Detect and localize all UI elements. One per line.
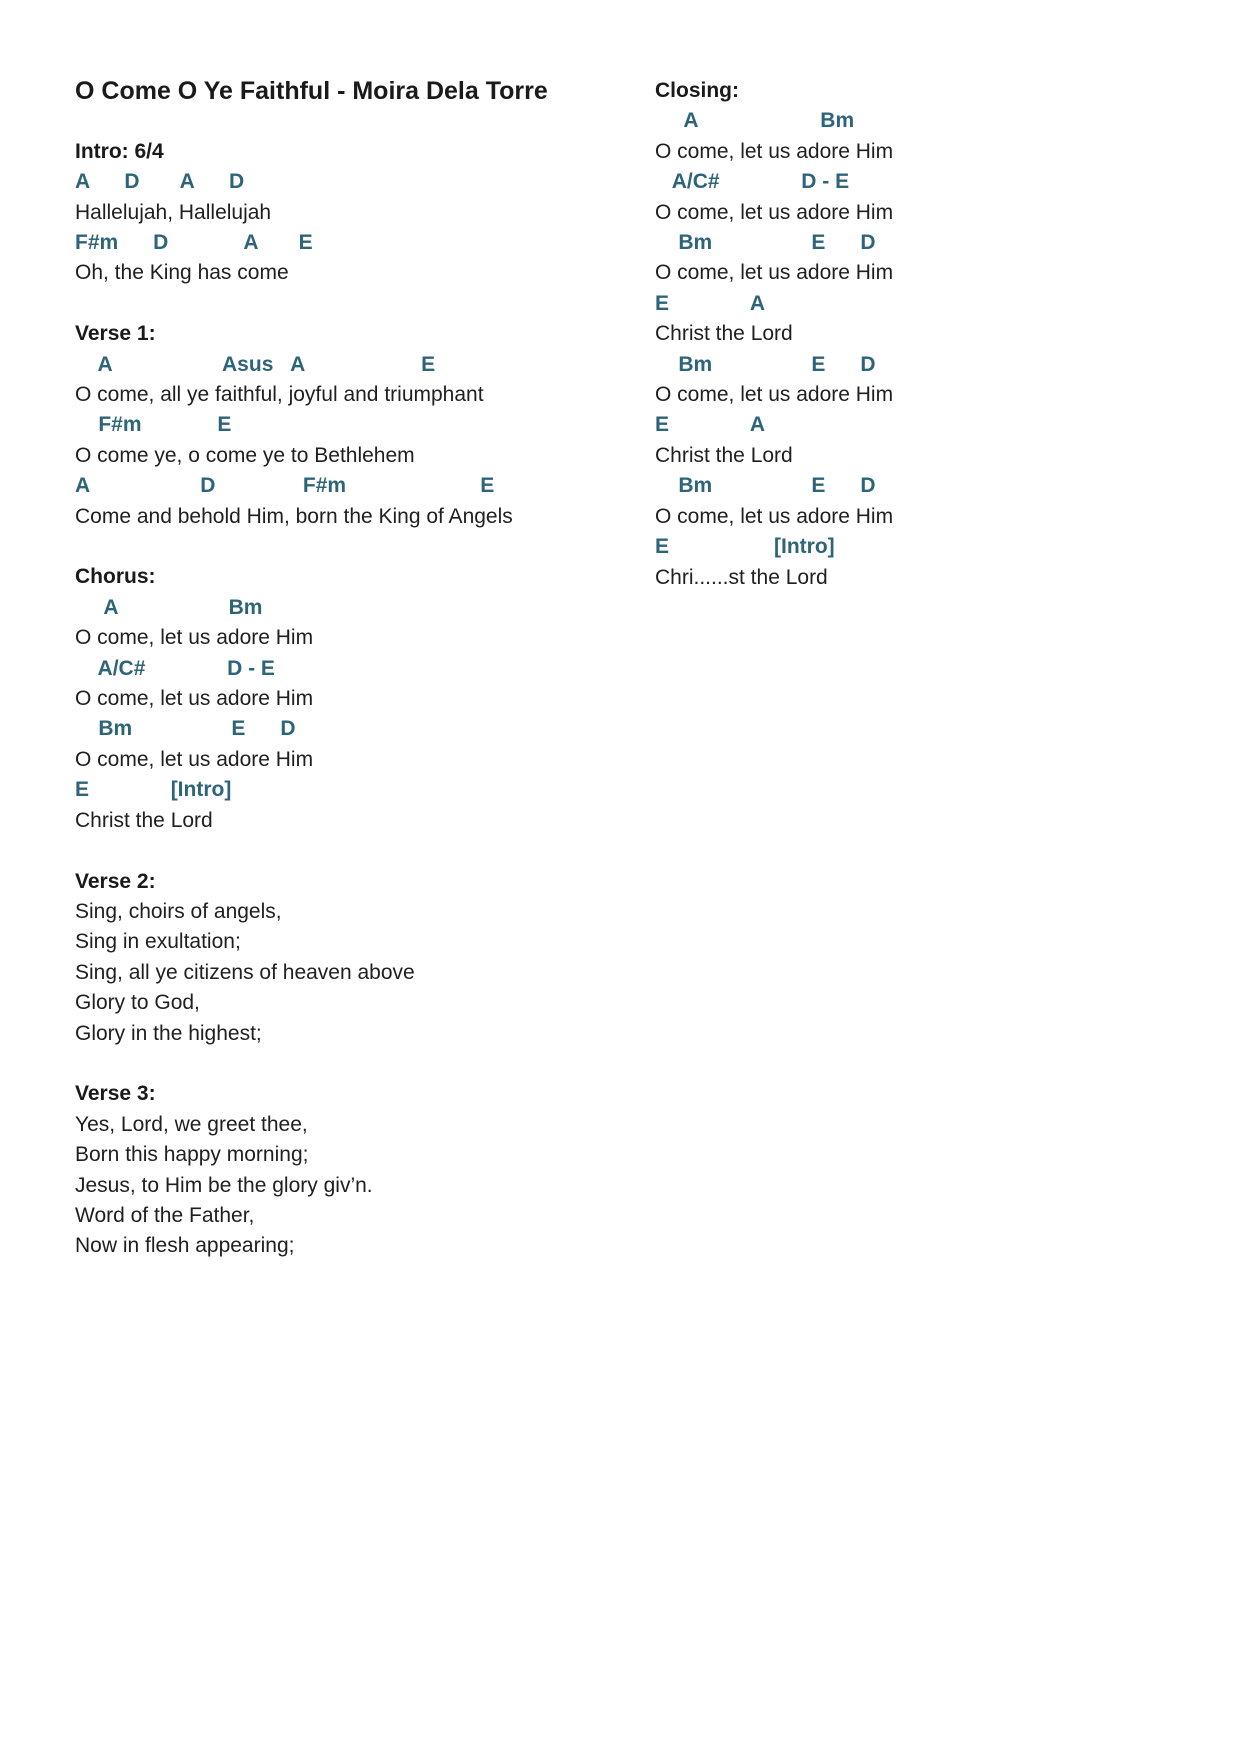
chord-line: A D A D	[75, 170, 245, 194]
chord-line: Bm E D	[655, 231, 876, 255]
section-heading: Closing:	[655, 79, 739, 102]
chord-line: A/C# D - E	[655, 170, 850, 194]
lyric-line: Jesus, to Him be the glory giv’n.	[75, 1173, 373, 1197]
lyric-line: Word of the Father,	[75, 1203, 255, 1227]
lyric-line: O come, let us adore Him	[655, 383, 894, 407]
lyric-line: O come, let us adore Him	[75, 687, 314, 711]
chord-line: Bm E D	[655, 352, 876, 376]
lyric-line: Glory in the highest;	[75, 1021, 262, 1045]
lyric-line: O come, let us adore Him	[655, 504, 894, 528]
chord-line: A Asus A E	[75, 352, 436, 376]
lyric-line: O come, let us adore Him	[75, 626, 314, 650]
left-column	[75, 76, 635, 1292]
song-section	[75, 562, 635, 836]
right-column	[655, 76, 1215, 623]
lyric-line: Christ the Lord	[655, 322, 793, 346]
lyric-line: Sing in exultation;	[75, 930, 241, 954]
section-heading: Chorus:	[75, 565, 156, 589]
chord-line: F#m D A E	[75, 231, 313, 255]
chord-line: E A	[655, 413, 766, 437]
lyric-line: Hallelujah, Hallelujah	[75, 200, 272, 224]
chord-line: E A	[655, 291, 766, 315]
chord-line: Bm E D	[655, 474, 876, 498]
chord-line: F#m E	[75, 413, 232, 437]
chord-line: E [Intro]	[655, 535, 835, 559]
chord-line: A Bm	[75, 595, 263, 619]
lyric-line: O come ye, o come ye to Bethlehem	[75, 443, 415, 467]
lyric-line: Sing, choirs of angels,	[75, 899, 282, 923]
song-section	[75, 1079, 635, 1261]
chord-line: A/C# D - E	[75, 656, 275, 680]
lyric-line: Yes, Lord, we greet thee,	[75, 1112, 308, 1136]
lyric-line: Born this happy morning;	[75, 1143, 309, 1167]
lyric-line: Now in flesh appearing;	[75, 1234, 295, 1258]
lyric-line: Come and behold Him, born the King of Angels	[75, 504, 513, 528]
song-section	[75, 319, 635, 532]
chord-line: A D F#m E	[75, 474, 495, 498]
section-heading: Verse 2:	[75, 869, 156, 893]
lyric-line: O come, let us adore Him	[655, 139, 894, 163]
section-heading: Verse 1:	[75, 322, 156, 346]
chord-line: E [Intro]	[75, 778, 232, 802]
lyric-line: Chri......st the Lord	[655, 565, 828, 589]
lyric-line: Christ the Lord	[655, 443, 793, 467]
song-section	[655, 76, 1215, 593]
chord-line: Bm E D	[75, 717, 296, 741]
lyric-line: O come, let us adore Him	[75, 747, 314, 771]
lyric-line: Oh, the King has come	[75, 261, 289, 285]
section-heading: Intro: 6/4	[75, 139, 164, 163]
lyric-line: Sing, all ye citizens of heaven above	[75, 960, 415, 984]
lyric-line: O come, let us adore Him	[655, 200, 894, 224]
section-heading: Verse 3:	[75, 1082, 156, 1106]
song-section	[75, 867, 635, 1049]
lyric-line: O come, all ye faithful, joyful and triumphant	[75, 383, 484, 407]
lyric-line: Christ the Lord	[75, 808, 213, 832]
lyric-line: Glory to God,	[75, 991, 200, 1015]
song-title: O Come O Ye Faithful - Moira Dela Torre	[75, 77, 548, 105]
chord-line: A Bm	[655, 109, 855, 133]
lyric-line: O come, let us adore Him	[655, 261, 894, 285]
song-section	[75, 137, 635, 289]
